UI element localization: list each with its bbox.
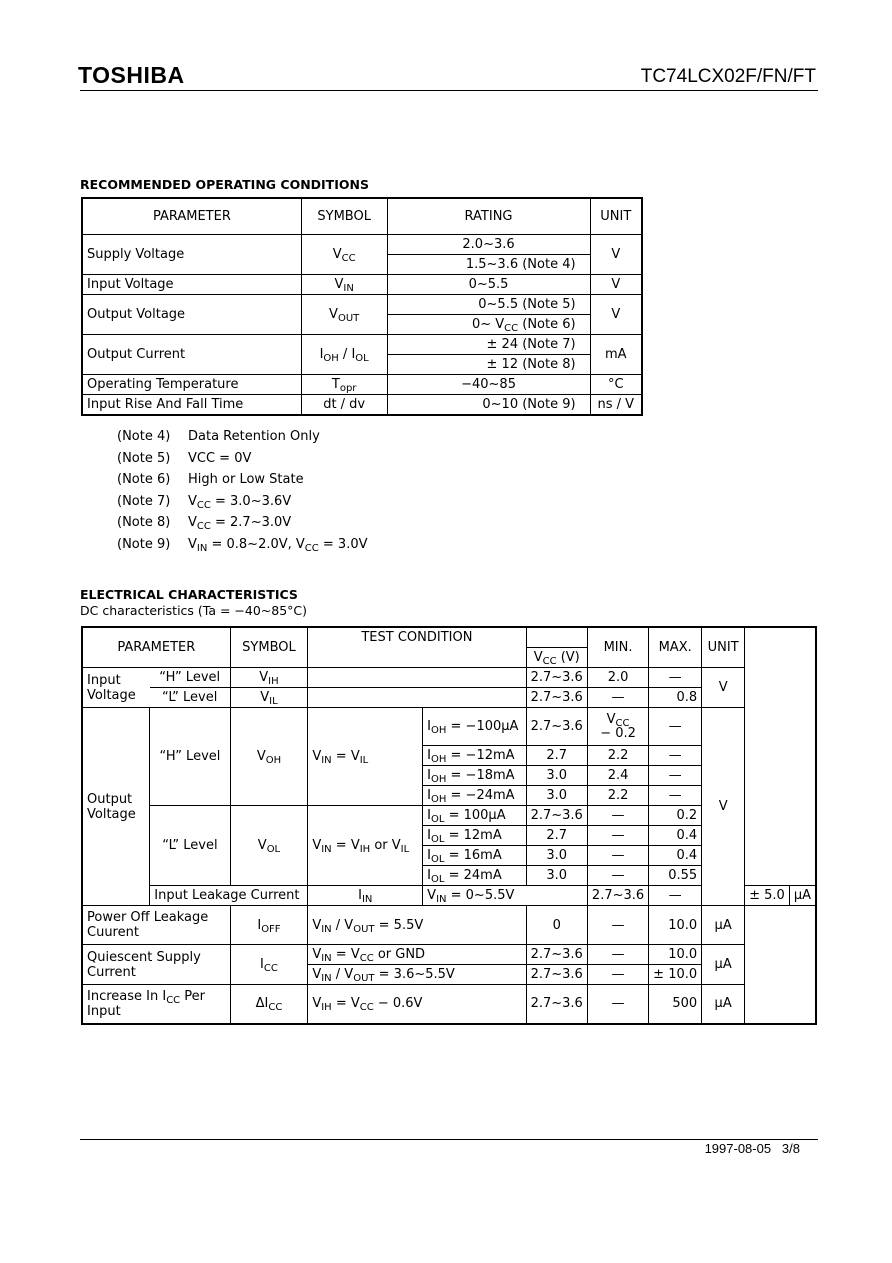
ec-leakage-condition: $V_{IN}$ = 0~5.5V [423, 886, 588, 906]
roc-temp-unit: °C [590, 374, 642, 394]
ec-ioh-12ma: $I_{OH} = -12mA$ [423, 746, 526, 766]
roc-supply-unit: V [590, 234, 642, 274]
roc-input-rating: 0~5.5 [387, 274, 590, 294]
ec-header-vcc: $V_{CC}$ (V) [526, 648, 587, 668]
ec-ioff-vcc: 0 [526, 906, 587, 945]
ec-output-voltage-label: Output Voltage [82, 708, 150, 906]
ec-ioff-max: 10.0 [649, 906, 702, 945]
ec-ioh-12ma-vcc: 2.7 [526, 746, 587, 766]
roc-header-rating: RATING [387, 198, 590, 234]
ec-quiescent-supply: Quiescent Supply Current [82, 945, 230, 985]
ec-delta-icc-min: — [587, 985, 648, 1024]
ec-icc-unit: μA [702, 945, 745, 985]
ec-iol-100ua: $I_{OL} = 100\mu A$ [423, 806, 526, 826]
ec-ioff-min: — [587, 906, 648, 945]
ec-ioff-condition: $V_{IN} / V_{OUT} = 5.5V$ [308, 906, 526, 945]
ec-header-unit: UNIT [702, 627, 745, 668]
ec-ioh-100ua: $I_{OH} = -100\mu A$ [423, 708, 526, 746]
footer-date: 1997-08-05 [704, 1141, 772, 1156]
ec-delta-icc-symbol: $\Delta I_{CC}$ [230, 985, 308, 1024]
roc-input-voltage: Input Voltage [82, 274, 301, 294]
ec-input-l-level: “L” Level [150, 688, 230, 708]
ec-icc-condition-1: $V_{IN} = V_{CC}$ or GND [308, 945, 526, 965]
note-8: (Note 8) $V_{CC}$ = 2.7~3.0V [117, 515, 292, 532]
ec-iol-12ma-max: 0.4 [649, 826, 702, 846]
roc-output-symbol: $V_{OUT}$ [301, 294, 387, 334]
roc-input-symbol: $V_{IN}$ [301, 274, 387, 294]
ec-output-l-level: “L” Level [150, 806, 230, 886]
ec-iol-12ma-vcc: 2.7 [526, 826, 587, 846]
ec-vil-vcc: 2.7~3.6 [526, 688, 587, 708]
ec-table [81, 626, 817, 1025]
ec-delta-icc-vcc: 2.7~3.6 [526, 985, 587, 1024]
ec-leakage-vcc: 2.7~3.6 [587, 886, 648, 906]
part-number: TC74LCX02F/FN/FT [640, 66, 816, 87]
roc-temp-symbol: $T_{opr}$ [301, 374, 387, 394]
roc-rise-rating: 0~10 (Note 9) [387, 394, 590, 415]
ec-input-leakage: Input Leakage Current [150, 886, 308, 906]
ec-header-max: MAX. [649, 627, 702, 668]
ec-icc-min-1: — [587, 945, 648, 965]
ec-iol-24ma-vcc: 3.0 [526, 866, 587, 886]
ec-ioff-unit: μA [702, 906, 745, 945]
roc-header-unit: UNIT [590, 198, 642, 234]
ec-icc-vcc-2: 2.7~3.6 [526, 965, 587, 985]
ec-icc-min-2: — [587, 965, 648, 985]
ec-output-voltage-unit: V [702, 708, 745, 906]
ec-vih-vcc: 2.7~3.6 [526, 668, 587, 688]
roc-current-rating-2: ± 12 (Note 8) [387, 354, 590, 374]
ec-ioff-symbol: $I_{OFF}$ [230, 906, 308, 945]
ec-delta-icc-condition: $V_{IH} = V_{CC} - 0.6V$ [308, 985, 526, 1024]
roc-output-current: Output Current [82, 334, 301, 374]
ec-output-h-level: “H” Level [150, 708, 230, 806]
ec-input-h-level: “H” Level [150, 668, 230, 688]
ec-icc-vcc-1: 2.7~3.6 [526, 945, 587, 965]
ec-delta-icc-max: 500 [649, 985, 702, 1024]
note-5: (Note 5) VCC = 0V [117, 450, 252, 466]
ec-iol-100ua-vcc: 2.7~3.6 [526, 806, 587, 826]
ec-vil-min: — [587, 688, 648, 708]
ec-voh-symbol: $V_{OH}$ [230, 708, 308, 806]
roc-output-voltage: Output Voltage [82, 294, 301, 334]
ec-header-test: TEST CONDITION [308, 627, 526, 648]
ec-leakage-max: ± 5.0 [745, 886, 790, 906]
ec-delta-icc-unit: μA [702, 985, 745, 1024]
roc-supply-voltage: Supply Voltage [82, 234, 301, 274]
ec-ioh-12ma-max: — [649, 746, 702, 766]
ec-icc-max-1: 10.0 [649, 945, 702, 965]
ec-input-voltage-unit: V [702, 668, 745, 708]
ec-vih-symbol: $V_{IH}$ [230, 668, 308, 688]
ec-header-parameter: PARAMETER [82, 627, 230, 668]
footer [705, 1141, 800, 1156]
ec-iol-24ma-min: — [587, 866, 648, 886]
ec-subtitle: DC characteristics (Ta = −40~85°C) [80, 603, 308, 618]
ec-input-voltage-label: Input Voltage [82, 668, 150, 708]
ec-ioh-100ua-min: $V_{CC}$ − 0.2 [587, 708, 648, 746]
ec-voh-condition: $V_{IN} = V_{IL}$ [308, 708, 423, 806]
ec-ioh-100ua-vcc: 2.7~3.6 [526, 708, 587, 746]
ec-icc-condition-2: $V_{IN} / V_{OUT}$ = 3.6~5.5V [308, 965, 526, 985]
toshiba-logo: TOSHIBA [78, 62, 185, 88]
ec-ioh-100ua-max: — [649, 708, 702, 746]
roc-operating-temp: Operating Temperature [82, 374, 301, 394]
note-7: (Note 7) $V_{CC}$ = 3.0~3.6V [117, 493, 292, 511]
roc-rise-symbol: dt / dv [301, 394, 387, 415]
footer-page: 3/8 [781, 1141, 800, 1156]
ec-iol-24ma: $I_{OL} = 24mA$ [423, 866, 526, 886]
ec-increase-icc: Increase In $I_{CC}$ Per Input [82, 985, 230, 1024]
ec-iol-12ma: $I_{OL} = 12mA$ [423, 826, 526, 846]
ec-icc-max-2: ± 10.0 [649, 965, 702, 985]
roc-supply-rating-2: 1.5~3.6 (Note 4) [387, 254, 590, 274]
ec-power-off-leakage: Power Off Leakage Cuurent [82, 906, 230, 945]
roc-title: RECOMMENDED OPERATING CONDITIONS [80, 177, 369, 192]
ec-leakage-unit: μA [789, 886, 816, 906]
roc-output-rating-1: 0~5.5 (Note 5) [387, 294, 590, 314]
ec-iol-12ma-min: — [587, 826, 648, 846]
ec-ioh-12ma-min: 2.2 [587, 746, 648, 766]
roc-current-rating-1: ± 24 (Note 7) [387, 334, 590, 354]
roc-supply-rating-1: 2.0~3.6 [387, 234, 590, 254]
ec-header-min: MIN. [587, 627, 648, 668]
notes [117, 426, 368, 555]
roc-current-unit: mA [590, 334, 642, 374]
ec-icc-symbol: $I_{CC}$ [230, 945, 308, 985]
roc-header-parameter: PARAMETER [82, 198, 301, 234]
ec-ioh-18ma-vcc: 3.0 [526, 766, 587, 786]
ec-vil-max: 0.8 [649, 688, 702, 708]
ec-iol-100ua-max: 0.2 [649, 806, 702, 826]
roc-table [81, 197, 643, 416]
roc-header-symbol: SYMBOL [301, 198, 387, 234]
ec-vih-max: — [649, 668, 702, 688]
header-rule [80, 90, 818, 91]
ec-vol-symbol: $V_{OL}$ [230, 806, 308, 886]
ec-ioh-18ma-max: — [649, 766, 702, 786]
ec-vih-min: 2.0 [587, 668, 648, 688]
roc-rise-fall: Input Rise And Fall Time [82, 394, 301, 415]
ec-title: ELECTRICAL CHARACTERISTICS [80, 587, 298, 602]
ec-vol-condition: $V_{IN} = V_{IH}$ or $V_{IL}$ [308, 806, 423, 886]
note-9: (Note 9) $V_{IN}$ = 0.8~2.0V, $V_{CC} = 3.0V$ [117, 536, 368, 554]
roc-temp-rating: −40~85 [387, 374, 590, 394]
ec-leakage-min: — [649, 886, 702, 906]
ec-iol-24ma-max: 0.55 [649, 866, 702, 886]
note-6: (Note 6) High or Low State [117, 472, 304, 487]
ec-leakage-symbol: $I_{IN}$ [308, 886, 423, 906]
roc-output-unit: V [590, 294, 642, 334]
roc-input-unit: V [590, 274, 642, 294]
ec-ioh-24ma: $I_{OH} = -24mA$ [423, 786, 526, 806]
roc-supply-symbol: $V_{CC}$ [301, 234, 387, 274]
ec-ioh-24ma-max: — [649, 786, 702, 806]
ec-iol-16ma: $I_{OL} = 16mA$ [423, 846, 526, 866]
ec-iol-16ma-min: — [587, 846, 648, 866]
ec-ioh-24ma-vcc: 3.0 [526, 786, 587, 806]
roc-output-rating-2: 0~ $V_{CC}$ (Note 6) [387, 314, 590, 334]
ec-header-symbol: SYMBOL [230, 627, 308, 668]
ec-vil-symbol: $V_{IL}$ [230, 688, 308, 708]
ec-ioh-18ma: $I_{OH} = -18mA$ [423, 766, 526, 786]
ec-ioh-18ma-min: 2.4 [587, 766, 648, 786]
footer-rule [80, 1139, 818, 1140]
ec-iol-16ma-max: 0.4 [649, 846, 702, 866]
roc-rise-unit: ns / V [590, 394, 642, 415]
note-4: (Note 4) Data Retention Only [117, 429, 320, 444]
ec-iol-16ma-vcc: 3.0 [526, 846, 587, 866]
ec-ioh-24ma-min: 2.2 [587, 786, 648, 806]
roc-current-symbol: $I_{OH} / I_{OL}$ [301, 334, 387, 374]
ec-iol-100ua-min: — [587, 806, 648, 826]
